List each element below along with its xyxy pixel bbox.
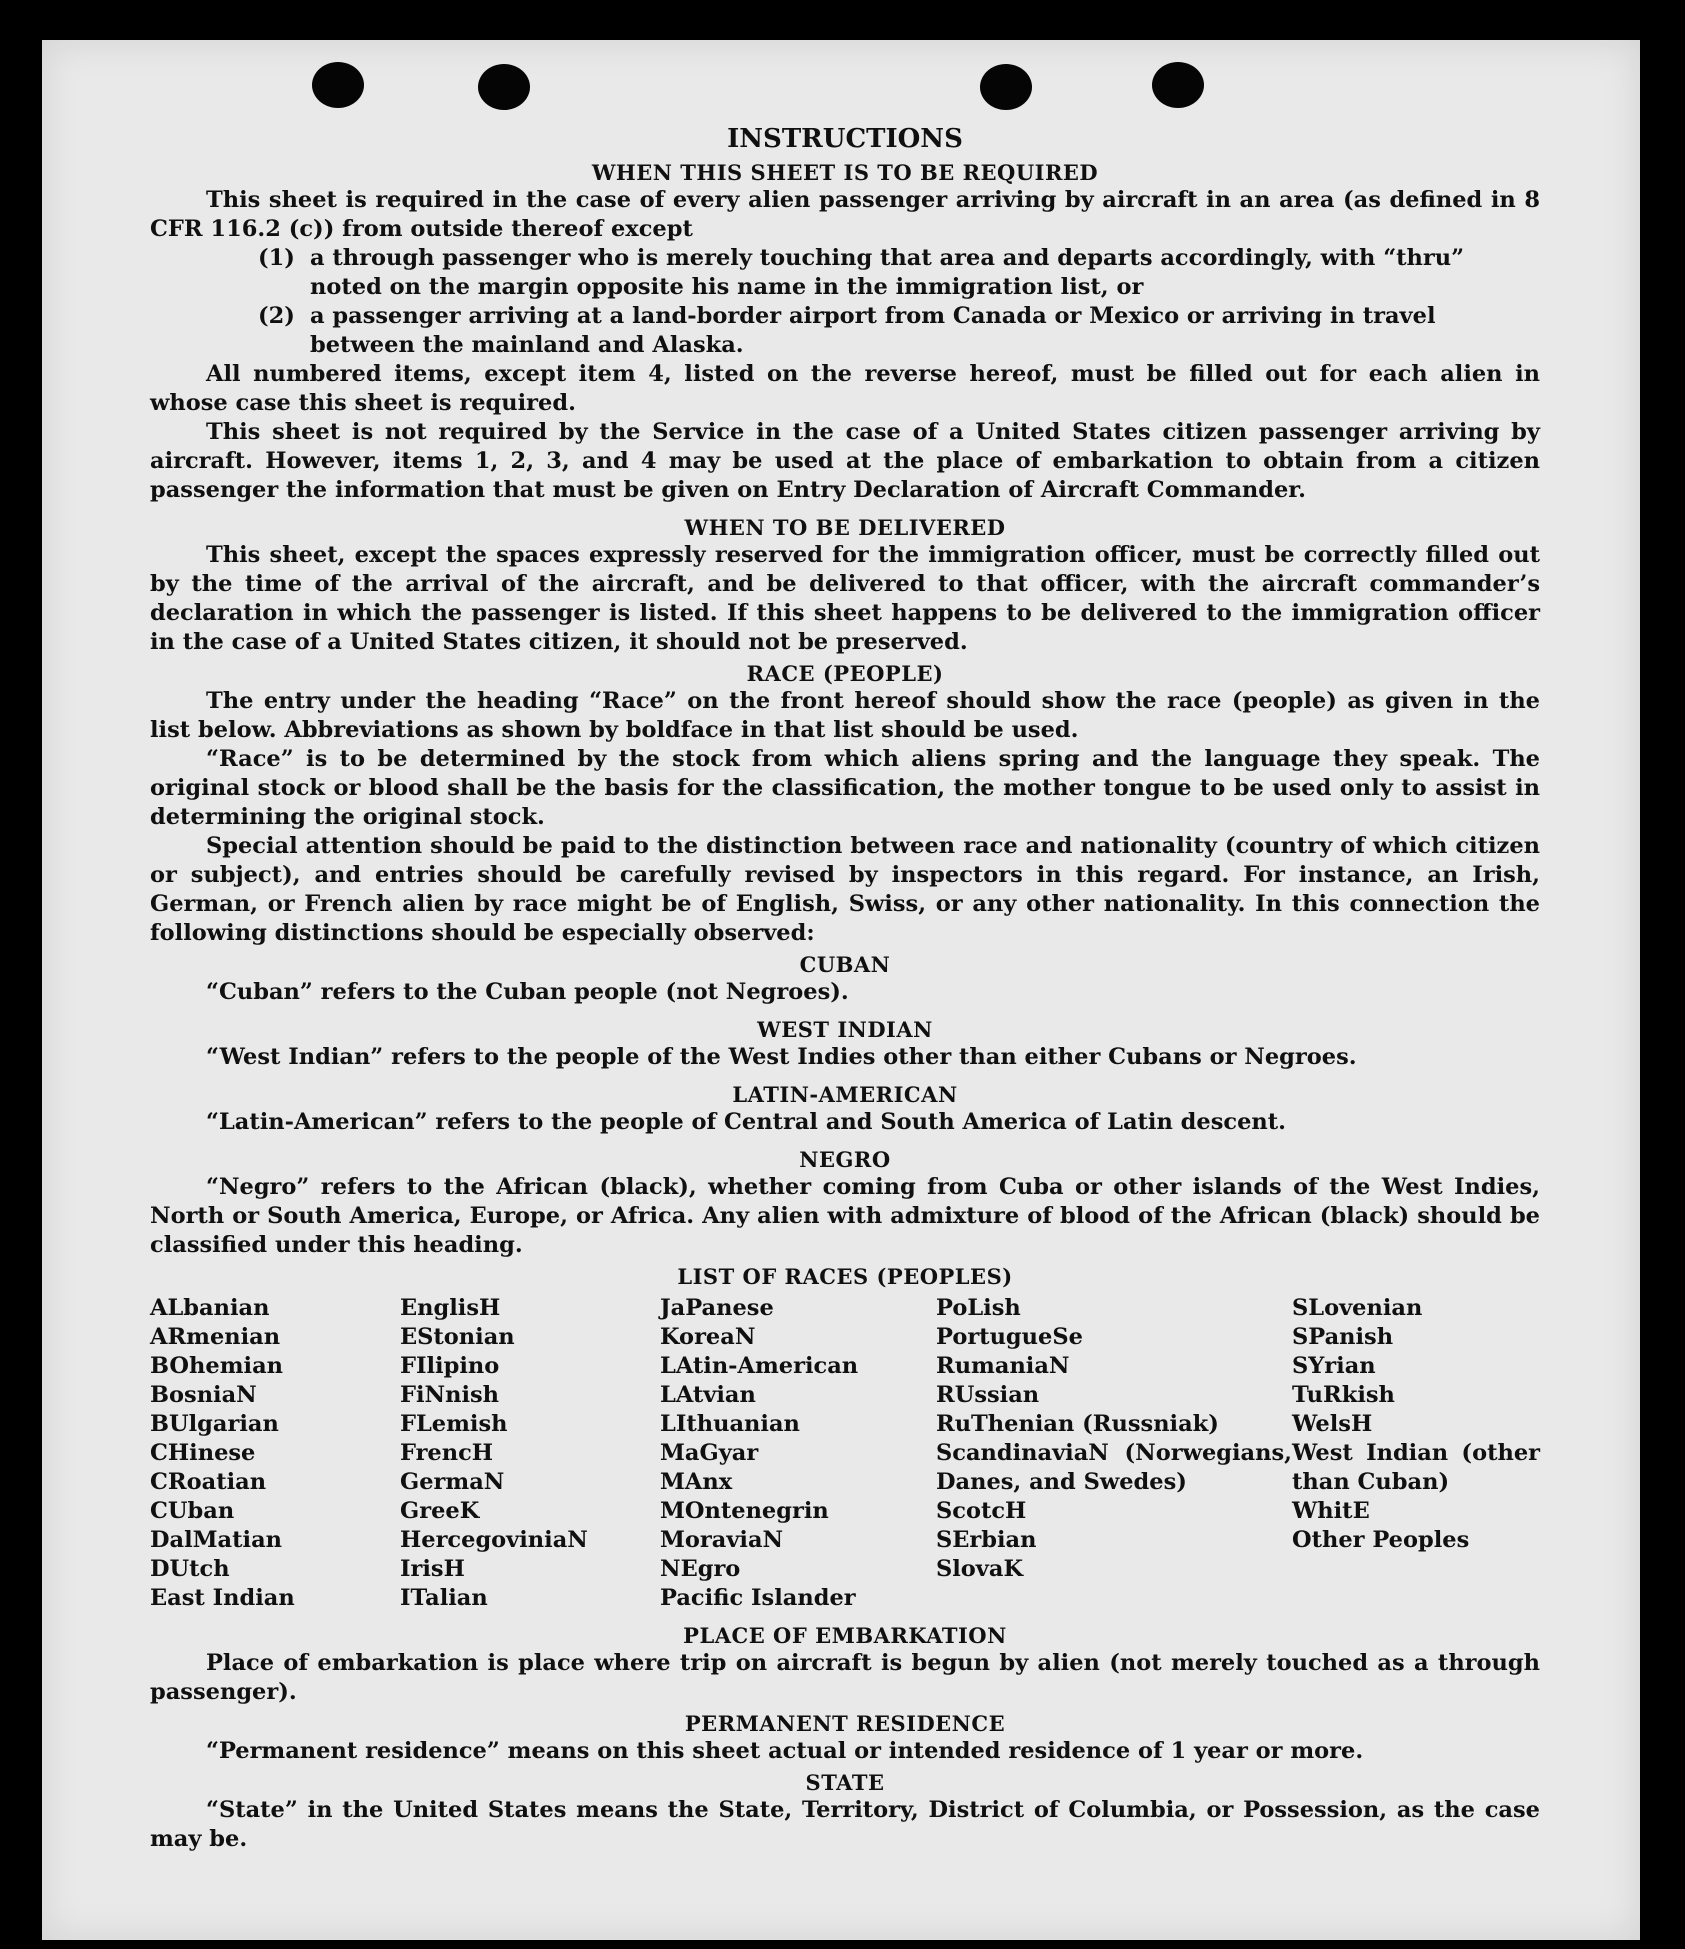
exception-number: (2) [258,303,295,329]
section-heading-negro: NEGRO [799,1147,891,1172]
race-entry: BUlgarian [150,1411,279,1437]
race-entry: PortugueSe [936,1324,1083,1350]
race-entry: SPanish [1292,1324,1394,1350]
race-entry: BOhemian [150,1353,284,1379]
races-column [400,1294,660,1613]
race-entry: East Indian [150,1585,295,1611]
race-entry: ScotcH [936,1498,1027,1524]
race-entry: FIlipino [400,1353,500,1379]
races-column [150,1294,400,1613]
section-heading-required: WHEN THIS SHEET IS TO BE REQUIRED [591,160,1099,185]
punch-hole [1152,62,1204,108]
race-entry: DUtch [150,1556,230,1582]
race-entry: RuThenian (Russniak) [936,1411,1219,1437]
cuban-definition: “Cuban” refers to the Cuban people (not Negroes). [206,979,849,1005]
race-entry: LIthuanian [660,1411,800,1437]
exception-item [258,302,1540,360]
race-entry: CUban [150,1498,235,1524]
race-entry: LAtin-American [660,1353,859,1379]
section-heading-west-indian: WEST INDIAN [757,1017,933,1042]
race-entry: SlovaK [936,1556,1024,1582]
page-title: INSTRUCTIONS [727,124,963,154]
punch-hole [980,64,1032,110]
race-entry: WhitE [1292,1498,1370,1524]
section-heading-race: RACE (PEOPLE) [746,661,944,686]
punch-hole [312,62,364,108]
race-entry: MaGyar [660,1440,759,1466]
race-entry: GermaN [400,1469,505,1495]
race-entry: RumaniaN [936,1353,1070,1379]
race-entry: WelsH [1292,1411,1373,1437]
document-sheet [42,40,1640,1940]
exception-item [258,244,1540,302]
race-entry: IrisH [400,1556,465,1582]
race-entry: CHinese [150,1440,256,1466]
race-entry: GreeK [400,1498,480,1524]
exception-text: a passenger arriving at a land-border airport from Canada or Mexico or arriving in travel between the mainland and Alaska. [310,303,1436,358]
race-entry: BosniaN [150,1382,257,1408]
race-entry: SLovenian [1292,1295,1423,1321]
punch-hole [478,64,530,110]
latin-american-definition: “Latin-American” refers to the people of Central and South America of Latin descent. [206,1109,1286,1135]
race-entry: ALbanian [150,1295,270,1321]
race-entry: MOntenegrin [660,1498,829,1524]
section-heading-races-list: LIST OF RACES (PEOPLES) [677,1264,1013,1289]
race-entry: HercegoviniaN [400,1527,588,1553]
race-entry: PoLish [936,1295,1021,1321]
race-paragraph-1: The entry under the heading “Race” on the front hereof should show the race (people) as given in the list below. Abbreviations as shown by boldface in that list should be used. [150,688,1540,743]
race-entry: SErbian [936,1527,1037,1553]
race-paragraph-2: “Race” is to be determined by the stock from which aliens spring and the language they speak. The original stock or blood shall be the basis for the classification, the mother tongue to be used only to assist in determining the original stock. [150,746,1540,830]
race-entry: ITalian [400,1585,488,1611]
section-heading-delivered: WHEN TO BE DELIVERED [684,515,1006,540]
state-definition: “State” in the United States means the State, Territory, District of Columbia, or Possession, as the case may be. [150,1797,1540,1852]
races-list [150,1294,1540,1613]
race-entry: West Indian (other than Cuban) [1292,1440,1540,1495]
section-heading-embarkation: PLACE OF EMBARKATION [683,1623,1007,1648]
race-entry: ScandinaviaN (Norwegians, Danes, and Swedes) [936,1440,1292,1495]
race-entry: CRoatian [150,1469,267,1495]
delivered-paragraph: This sheet, except the spaces expressly reserved for the immigration officer, must be correctly filled out by the time of the arrival of the aircraft, and be delivered to that officer, with the aircraft commander’s declaration in which the passenger is listed. If this sheet happens to be delivered to the immigration officer in the case of a United States citizen, it should not be preserved. [150,542,1540,655]
required-paragraph-3: This sheet is not required by the Service in the case of a United States citizen passenger arriving by aircraft. However, items 1, 2, 3, and 4 may be used at the place of embarkation to obtain from a citizen passenger the information that must be given on Entry Declaration of Aircraft Commander. [150,419,1540,503]
negro-definition: “Negro” refers to the African (black), whether coming from Cuba or other islands of the West Indies, North or South America, Europe, or Africa. Any alien with admixture of blood of the African (black) should be classified under this heading. [150,1174,1540,1258]
race-entry: NEgro [660,1556,741,1582]
race-entry: FrencH [400,1440,494,1466]
race-entry: TuRkish [1292,1382,1395,1408]
race-entry: JaPanese [660,1295,774,1321]
required-intro: This sheet is required in the case of every alien passenger arriving by aircraft in an area (as defined in 8 CFR 116.2 (c)) from outside thereof except [150,187,1540,242]
race-entry: FiNnish [400,1382,500,1408]
exception-text: a through passenger who is merely touching that area and departs accordingly, with “thru” noted on the margin opposite his name in the immigration list, or [310,245,1465,300]
races-column [660,1294,936,1613]
race-entry: SYrian [1292,1353,1376,1379]
race-entry: Pacific Islander [660,1585,856,1611]
section-heading-cuban: CUBAN [799,952,891,977]
instructions-content [150,110,1540,1854]
race-entry: FLemish [400,1411,508,1437]
west-indian-definition: “West Indian” refers to the people of the West Indies other than either Cubans or Negroes. [206,1044,1357,1070]
residence-definition: “Permanent residence” means on this sheet actual or intended residence of 1 year or more. [206,1738,1364,1764]
race-entry: KoreaN [660,1324,756,1350]
race-paragraph-3: Special attention should be paid to the distinction between race and nationality (country of which citizen or subject), and entries should be carefully revised by inspectors in this regard. For instance, an Irish, German, or French alien by race might be of English, Swiss, or any other nationality. In this connection the following distinctions should be especially observed: [150,833,1540,946]
race-entry: RUssian [936,1382,1040,1408]
section-heading-latin-american: LATIN-AMERICAN [732,1082,958,1107]
race-entry: LAtvian [660,1382,756,1408]
race-entry: ARmenian [150,1324,281,1350]
races-column [1292,1294,1540,1613]
race-entry: EStonian [400,1324,515,1350]
required-paragraph-2: All numbered items, except item 4, listed on the reverse hereof, must be filled out for each alien in whose case this sheet is required. [150,361,1540,416]
race-entry: MAnx [660,1469,733,1495]
race-entry: MoraviaN [660,1527,784,1553]
race-entry: DalMatian [150,1527,283,1553]
race-entry: EnglisH [400,1295,501,1321]
section-heading-residence: PERMANENT RESIDENCE [684,1711,1006,1736]
exception-number: (1) [258,245,295,271]
embarkation-definition: Place of embarkation is place where trip on aircraft is begun by alien (not merely touched as a through passenger). [150,1650,1540,1705]
section-heading-state: STATE [805,1770,885,1795]
races-column [936,1294,1292,1613]
race-entry: Other Peoples [1292,1527,1470,1553]
